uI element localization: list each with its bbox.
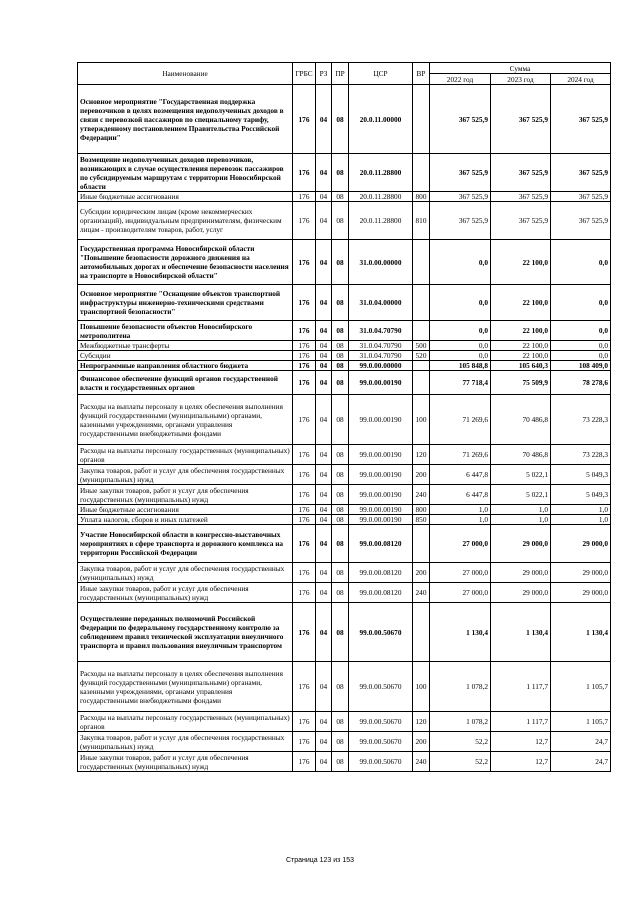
row-vr: 850 <box>413 515 430 525</box>
row-value-2022: 1 130,4 <box>430 603 491 662</box>
row-name: Межбюджетные трансферты <box>78 341 293 351</box>
row-name: Возмещение недополученных доходов перевозчиков, возникающих в случае осуществления перевозок пассажиров по субсидируемым маршрутам с территории Новосибирской области <box>78 154 293 192</box>
row-name: Финансовое обеспечение функций органов государственной власти и государственных органов <box>78 371 293 395</box>
row-rz: 04 <box>316 321 332 341</box>
row-pr: 08 <box>332 321 349 341</box>
table-row <box>78 603 611 662</box>
header-year-2024: 2024 год <box>551 74 611 85</box>
table-row <box>78 485 611 505</box>
row-value-2024: 73 228,3 <box>551 445 611 465</box>
row-vr: 200 <box>413 465 430 485</box>
row-rz: 04 <box>316 485 332 505</box>
row-value-2023: 5 022,1 <box>491 465 551 485</box>
row-vr: 240 <box>413 752 430 772</box>
row-grbs: 176 <box>293 85 316 154</box>
row-value-2024: 5 049,3 <box>551 465 611 485</box>
row-rz: 04 <box>316 395 332 445</box>
row-name: Субсидии <box>78 351 293 361</box>
row-vr: 100 <box>413 662 430 712</box>
table-row <box>78 240 611 285</box>
row-rz: 04 <box>316 202 332 240</box>
row-value-2023: 22 100,0 <box>491 351 551 361</box>
row-value-2023: 1,0 <box>491 505 551 515</box>
row-value-2024: 0,0 <box>551 285 611 321</box>
row-grbs: 176 <box>293 371 316 395</box>
row-value-2023: 1 130,4 <box>491 603 551 662</box>
row-csr: 99.0.00.00190 <box>349 395 413 445</box>
row-vr <box>413 154 430 192</box>
row-rz: 04 <box>316 85 332 154</box>
header-rz: РЗ <box>316 63 332 85</box>
header-pr: ПР <box>332 63 349 85</box>
header-name: Наименование <box>78 63 293 85</box>
row-grbs: 176 <box>293 341 316 351</box>
table-header <box>78 63 611 85</box>
table-row <box>78 732 611 752</box>
row-grbs: 176 <box>293 583 316 603</box>
table-row <box>78 752 611 772</box>
row-csr: 31.0.04.70790 <box>349 351 413 361</box>
table-row <box>78 285 611 321</box>
row-vr <box>413 603 430 662</box>
row-value-2024: 1 130,4 <box>551 603 611 662</box>
row-value-2024: 108 409,0 <box>551 361 611 371</box>
row-csr: 20.0.11.28800 <box>349 154 413 192</box>
row-csr: 99.0.00.50670 <box>349 603 413 662</box>
row-value-2024: 1,0 <box>551 505 611 515</box>
row-name: Иные бюджетные ассигнования <box>78 192 293 202</box>
row-csr: 99.0.00.00190 <box>349 515 413 525</box>
row-value-2024: 0,0 <box>551 240 611 285</box>
row-value-2023: 367 525,9 <box>491 192 551 202</box>
row-value-2023: 367 525,9 <box>491 202 551 240</box>
row-vr <box>413 85 430 154</box>
row-value-2022: 367 525,9 <box>430 85 491 154</box>
row-vr <box>413 240 430 285</box>
table-row <box>78 154 611 192</box>
row-pr: 08 <box>332 240 349 285</box>
row-value-2023: 5 022,1 <box>491 485 551 505</box>
table-row <box>78 85 611 154</box>
row-value-2024: 78 278,6 <box>551 371 611 395</box>
row-value-2024: 1 105,7 <box>551 662 611 712</box>
header-year-2023: 2023 год <box>491 74 551 85</box>
row-pr: 08 <box>332 445 349 465</box>
table-row <box>78 662 611 712</box>
row-pr: 08 <box>332 563 349 583</box>
row-value-2023: 70 486,8 <box>491 395 551 445</box>
row-grbs: 176 <box>293 662 316 712</box>
row-rz: 04 <box>316 240 332 285</box>
row-vr: 200 <box>413 732 430 752</box>
row-vr <box>413 361 430 371</box>
row-value-2022: 71 269,6 <box>430 395 491 445</box>
row-vr <box>413 525 430 563</box>
row-value-2023: 75 509,9 <box>491 371 551 395</box>
row-value-2022: 0,0 <box>430 321 491 341</box>
row-csr: 99.0.00.08120 <box>349 525 413 563</box>
row-name: Субсидии юридическим лицам (кроме некоммерческих организаций), индивидуальным предпринимателям, физическим лицам - производителям товаров, работ, услуг <box>78 202 293 240</box>
row-grbs: 176 <box>293 712 316 732</box>
row-value-2023: 29 000,0 <box>491 563 551 583</box>
row-value-2023: 70 486,8 <box>491 445 551 465</box>
row-rz: 04 <box>316 445 332 465</box>
row-value-2024: 0,0 <box>551 341 611 351</box>
row-value-2023: 1,0 <box>491 515 551 525</box>
row-value-2022: 27 000,0 <box>430 563 491 583</box>
row-value-2024: 0,0 <box>551 321 611 341</box>
header-grbs: ГРБС <box>293 63 316 85</box>
row-pr: 08 <box>332 341 349 351</box>
table-row <box>78 202 611 240</box>
row-value-2022: 6 447,8 <box>430 485 491 505</box>
row-vr: 810 <box>413 202 430 240</box>
row-value-2022: 1,0 <box>430 505 491 515</box>
row-csr: 99.0.00.08120 <box>349 563 413 583</box>
row-value-2022: 77 718,4 <box>430 371 491 395</box>
row-value-2024: 367 525,9 <box>551 85 611 154</box>
row-name: Иные закупки товаров, работ и услуг для обеспечения государственных (муниципальных) нужд <box>78 485 293 505</box>
row-value-2024: 367 525,9 <box>551 154 611 192</box>
row-value-2023: 29 000,0 <box>491 583 551 603</box>
row-vr: 800 <box>413 192 430 202</box>
row-rz: 04 <box>316 361 332 371</box>
row-pr: 08 <box>332 515 349 525</box>
row-vr: 520 <box>413 351 430 361</box>
row-name: Иные бюджетные ассигнования <box>78 505 293 515</box>
row-name: Иные закупки товаров, работ и услуг для обеспечения государственных (муниципальных) нужд <box>78 583 293 603</box>
table-row <box>78 712 611 732</box>
row-value-2023: 22 100,0 <box>491 240 551 285</box>
row-pr: 08 <box>332 505 349 515</box>
row-csr: 20.0.11.28800 <box>349 192 413 202</box>
row-value-2023: 12,7 <box>491 732 551 752</box>
row-value-2022: 52,2 <box>430 732 491 752</box>
row-pr: 08 <box>332 465 349 485</box>
table-row <box>78 371 611 395</box>
row-pr: 08 <box>332 752 349 772</box>
row-grbs: 176 <box>293 285 316 321</box>
row-pr: 08 <box>332 662 349 712</box>
row-value-2024: 29 000,0 <box>551 563 611 583</box>
row-value-2023: 22 100,0 <box>491 321 551 341</box>
table-row <box>78 341 611 351</box>
row-grbs: 176 <box>293 752 316 772</box>
row-grbs: 176 <box>293 445 316 465</box>
table-row <box>78 525 611 563</box>
row-pr: 08 <box>332 85 349 154</box>
row-rz: 04 <box>316 351 332 361</box>
row-value-2023: 1 117,7 <box>491 662 551 712</box>
row-csr: 31.0.04.70790 <box>349 341 413 351</box>
row-value-2024: 1 105,7 <box>551 712 611 732</box>
row-vr: 120 <box>413 445 430 465</box>
row-csr: 99.0.00.00000 <box>349 361 413 371</box>
table-body <box>78 85 611 772</box>
row-csr: 99.0.00.08120 <box>349 583 413 603</box>
page-number: Страница 123 из 153 <box>285 857 355 864</box>
row-vr <box>413 371 430 395</box>
row-value-2024: 367 525,9 <box>551 202 611 240</box>
row-pr: 08 <box>332 361 349 371</box>
row-vr <box>413 285 430 321</box>
row-value-2024: 5 049,3 <box>551 485 611 505</box>
row-vr: 500 <box>413 341 430 351</box>
row-name: Закупка товаров, работ и услуг для обеспечения государственных (муниципальных) нужд <box>78 563 293 583</box>
row-value-2023: 367 525,9 <box>491 85 551 154</box>
row-name: Закупка товаров, работ и услуг для обеспечения государственных (муниципальных) нужд <box>78 465 293 485</box>
row-vr: 100 <box>413 395 430 445</box>
budget-table <box>77 62 611 772</box>
row-name: Расходы на выплаты персоналу государственных (муниципальных) органов <box>78 712 293 732</box>
row-grbs: 176 <box>293 351 316 361</box>
row-value-2022: 1 078,2 <box>430 662 491 712</box>
row-csr: 99.0.00.50670 <box>349 732 413 752</box>
row-grbs: 176 <box>293 154 316 192</box>
row-name: Государственная программа Новосибирской области "Повышение безопасности дорожного движения на автомобильных дорогах и обеспечение безопасности населения на транспорте в Новосибирской области" <box>78 240 293 285</box>
row-grbs: 176 <box>293 321 316 341</box>
row-value-2023: 1 117,7 <box>491 712 551 732</box>
row-pr: 08 <box>332 202 349 240</box>
row-value-2024: 1,0 <box>551 515 611 525</box>
row-pr: 08 <box>332 285 349 321</box>
row-csr: 99.0.00.00190 <box>349 445 413 465</box>
row-pr: 08 <box>332 712 349 732</box>
row-grbs: 176 <box>293 240 316 285</box>
row-rz: 04 <box>316 285 332 321</box>
table-row <box>78 395 611 445</box>
row-rz: 04 <box>316 603 332 662</box>
row-pr: 08 <box>332 371 349 395</box>
row-csr: 31.0.04.70790 <box>349 321 413 341</box>
row-pr: 08 <box>332 485 349 505</box>
row-pr: 08 <box>332 192 349 202</box>
row-name: Расходы на выплаты персоналу государственных (муниципальных) органов <box>78 445 293 465</box>
row-csr: 99.0.00.00190 <box>349 485 413 505</box>
row-rz: 04 <box>316 732 332 752</box>
row-value-2024: 73 228,3 <box>551 395 611 445</box>
row-pr: 08 <box>332 351 349 361</box>
row-name: Участие Новосибирской области в конгрессно-выставочных мероприятиях в сфере транспорта и дорожного комплекса на территории Российской Федерации <box>78 525 293 563</box>
row-value-2024: 24,7 <box>551 752 611 772</box>
row-rz: 04 <box>316 465 332 485</box>
row-name: Осуществление переданных полномочий Российской Федерации по федеральному государственному контролю за соблюдением правил технической эксплуатации внеуличного транспорта и правил пользования внеуличным транспортом <box>78 603 293 662</box>
row-name: Повышение безопасности объектов Новосибирского метрополитена <box>78 321 293 341</box>
row-value-2024: 367 525,9 <box>551 192 611 202</box>
row-value-2023: 105 640,3 <box>491 361 551 371</box>
row-value-2023: 29 000,0 <box>491 525 551 563</box>
row-value-2024: 29 000,0 <box>551 583 611 603</box>
row-vr <box>413 321 430 341</box>
row-value-2022: 367 525,9 <box>430 202 491 240</box>
row-vr: 240 <box>413 485 430 505</box>
row-value-2022: 1 078,2 <box>430 712 491 732</box>
row-value-2022: 1,0 <box>430 515 491 525</box>
row-value-2023: 22 100,0 <box>491 285 551 321</box>
row-grbs: 176 <box>293 361 316 371</box>
row-name: Основное мероприятие "Государственная поддержка перевозчиков в целях возмещения недополученных доходов в связи с перевозкой пассажиров по специальному тарифу, утвержденному постановлением Правительства Российской Федерации" <box>78 85 293 154</box>
row-name: Основное мероприятие "Оснащение объектов транспортной инфраструктуры инженерно-техническими средствами транспортной безопасности" <box>78 285 293 321</box>
row-rz: 04 <box>316 525 332 563</box>
row-value-2024: 24,7 <box>551 732 611 752</box>
row-pr: 08 <box>332 732 349 752</box>
row-csr: 99.0.00.50670 <box>349 662 413 712</box>
row-grbs: 176 <box>293 192 316 202</box>
row-grbs: 176 <box>293 485 316 505</box>
table-row <box>78 515 611 525</box>
row-value-2022: 0,0 <box>430 285 491 321</box>
row-value-2022: 0,0 <box>430 351 491 361</box>
row-csr: 99.0.00.00190 <box>349 505 413 515</box>
row-vr: 240 <box>413 583 430 603</box>
row-pr: 08 <box>332 583 349 603</box>
row-csr: 99.0.00.00190 <box>349 371 413 395</box>
table-row <box>78 465 611 485</box>
row-name: Закупка товаров, работ и услуг для обеспечения государственных (муниципальных) нужд <box>78 732 293 752</box>
header-year-2022: 2022 год <box>430 74 491 85</box>
row-value-2022: 52,2 <box>430 752 491 772</box>
row-name: Расходы на выплаты персоналу в целях обеспечения выполнения функций государственными (муниципальными) органами, казенными учреждениями, органами управления государственными внебюджетными фондами <box>78 395 293 445</box>
row-grbs: 176 <box>293 603 316 662</box>
row-value-2023: 12,7 <box>491 752 551 772</box>
row-value-2022: 6 447,8 <box>430 465 491 485</box>
row-rz: 04 <box>316 662 332 712</box>
row-grbs: 176 <box>293 525 316 563</box>
row-name: Расходы на выплаты персоналу в целях обеспечения выполнения функций государственными (муниципальными) органами, казенными учреждениями, органами управления государственными внебюджетными фондами <box>78 662 293 712</box>
table-row <box>78 563 611 583</box>
row-csr: 20.0.11.00000 <box>349 85 413 154</box>
row-value-2022: 27 000,0 <box>430 525 491 563</box>
row-rz: 04 <box>316 341 332 351</box>
row-rz: 04 <box>316 752 332 772</box>
row-pr: 08 <box>332 525 349 563</box>
row-rz: 04 <box>316 583 332 603</box>
row-csr: 99.0.00.50670 <box>349 752 413 772</box>
row-csr: 99.0.00.00190 <box>349 465 413 485</box>
row-rz: 04 <box>316 712 332 732</box>
row-pr: 08 <box>332 395 349 445</box>
row-pr: 08 <box>332 154 349 192</box>
row-value-2022: 367 525,9 <box>430 154 491 192</box>
row-grbs: 176 <box>293 563 316 583</box>
row-vr: 120 <box>413 712 430 732</box>
table-row <box>78 361 611 371</box>
row-grbs: 176 <box>293 202 316 240</box>
header-vr: ВР <box>413 63 430 85</box>
row-value-2022: 71 269,6 <box>430 445 491 465</box>
row-vr: 200 <box>413 563 430 583</box>
table-row <box>78 351 611 361</box>
header-csr: ЦСР <box>349 63 413 85</box>
table-row <box>78 321 611 341</box>
row-value-2022: 27 000,0 <box>430 583 491 603</box>
row-name: Уплата налогов, сборов и иных платежей <box>78 515 293 525</box>
row-value-2023: 22 100,0 <box>491 341 551 351</box>
table-row <box>78 505 611 515</box>
row-value-2024: 0,0 <box>551 351 611 361</box>
row-rz: 04 <box>316 515 332 525</box>
row-grbs: 176 <box>293 732 316 752</box>
row-rz: 04 <box>316 505 332 515</box>
row-grbs: 176 <box>293 515 316 525</box>
row-rz: 04 <box>316 563 332 583</box>
row-value-2022: 0,0 <box>430 341 491 351</box>
table-row <box>78 192 611 202</box>
row-csr: 20.0.11.28800 <box>349 202 413 240</box>
table-row <box>78 445 611 465</box>
row-value-2023: 367 525,9 <box>491 154 551 192</box>
row-name: Иные закупки товаров, работ и услуг для обеспечения государственных (муниципальных) нужд <box>78 752 293 772</box>
row-rz: 04 <box>316 192 332 202</box>
row-grbs: 176 <box>293 505 316 515</box>
row-csr: 31.0.00.00000 <box>349 240 413 285</box>
row-value-2022: 105 848,8 <box>430 361 491 371</box>
table-row <box>78 583 611 603</box>
row-pr: 08 <box>332 603 349 662</box>
row-grbs: 176 <box>293 395 316 445</box>
row-value-2022: 367 525,9 <box>430 192 491 202</box>
row-vr: 800 <box>413 505 430 515</box>
row-grbs: 176 <box>293 465 316 485</box>
header-sum: Сумма <box>430 63 611 74</box>
row-name: Непрограммные направления областного бюджета <box>78 361 293 371</box>
row-value-2022: 0,0 <box>430 240 491 285</box>
row-value-2024: 29 000,0 <box>551 525 611 563</box>
row-csr: 31.0.04.00000 <box>349 285 413 321</box>
row-csr: 99.0.00.50670 <box>349 712 413 732</box>
row-rz: 04 <box>316 154 332 192</box>
row-rz: 04 <box>316 371 332 395</box>
